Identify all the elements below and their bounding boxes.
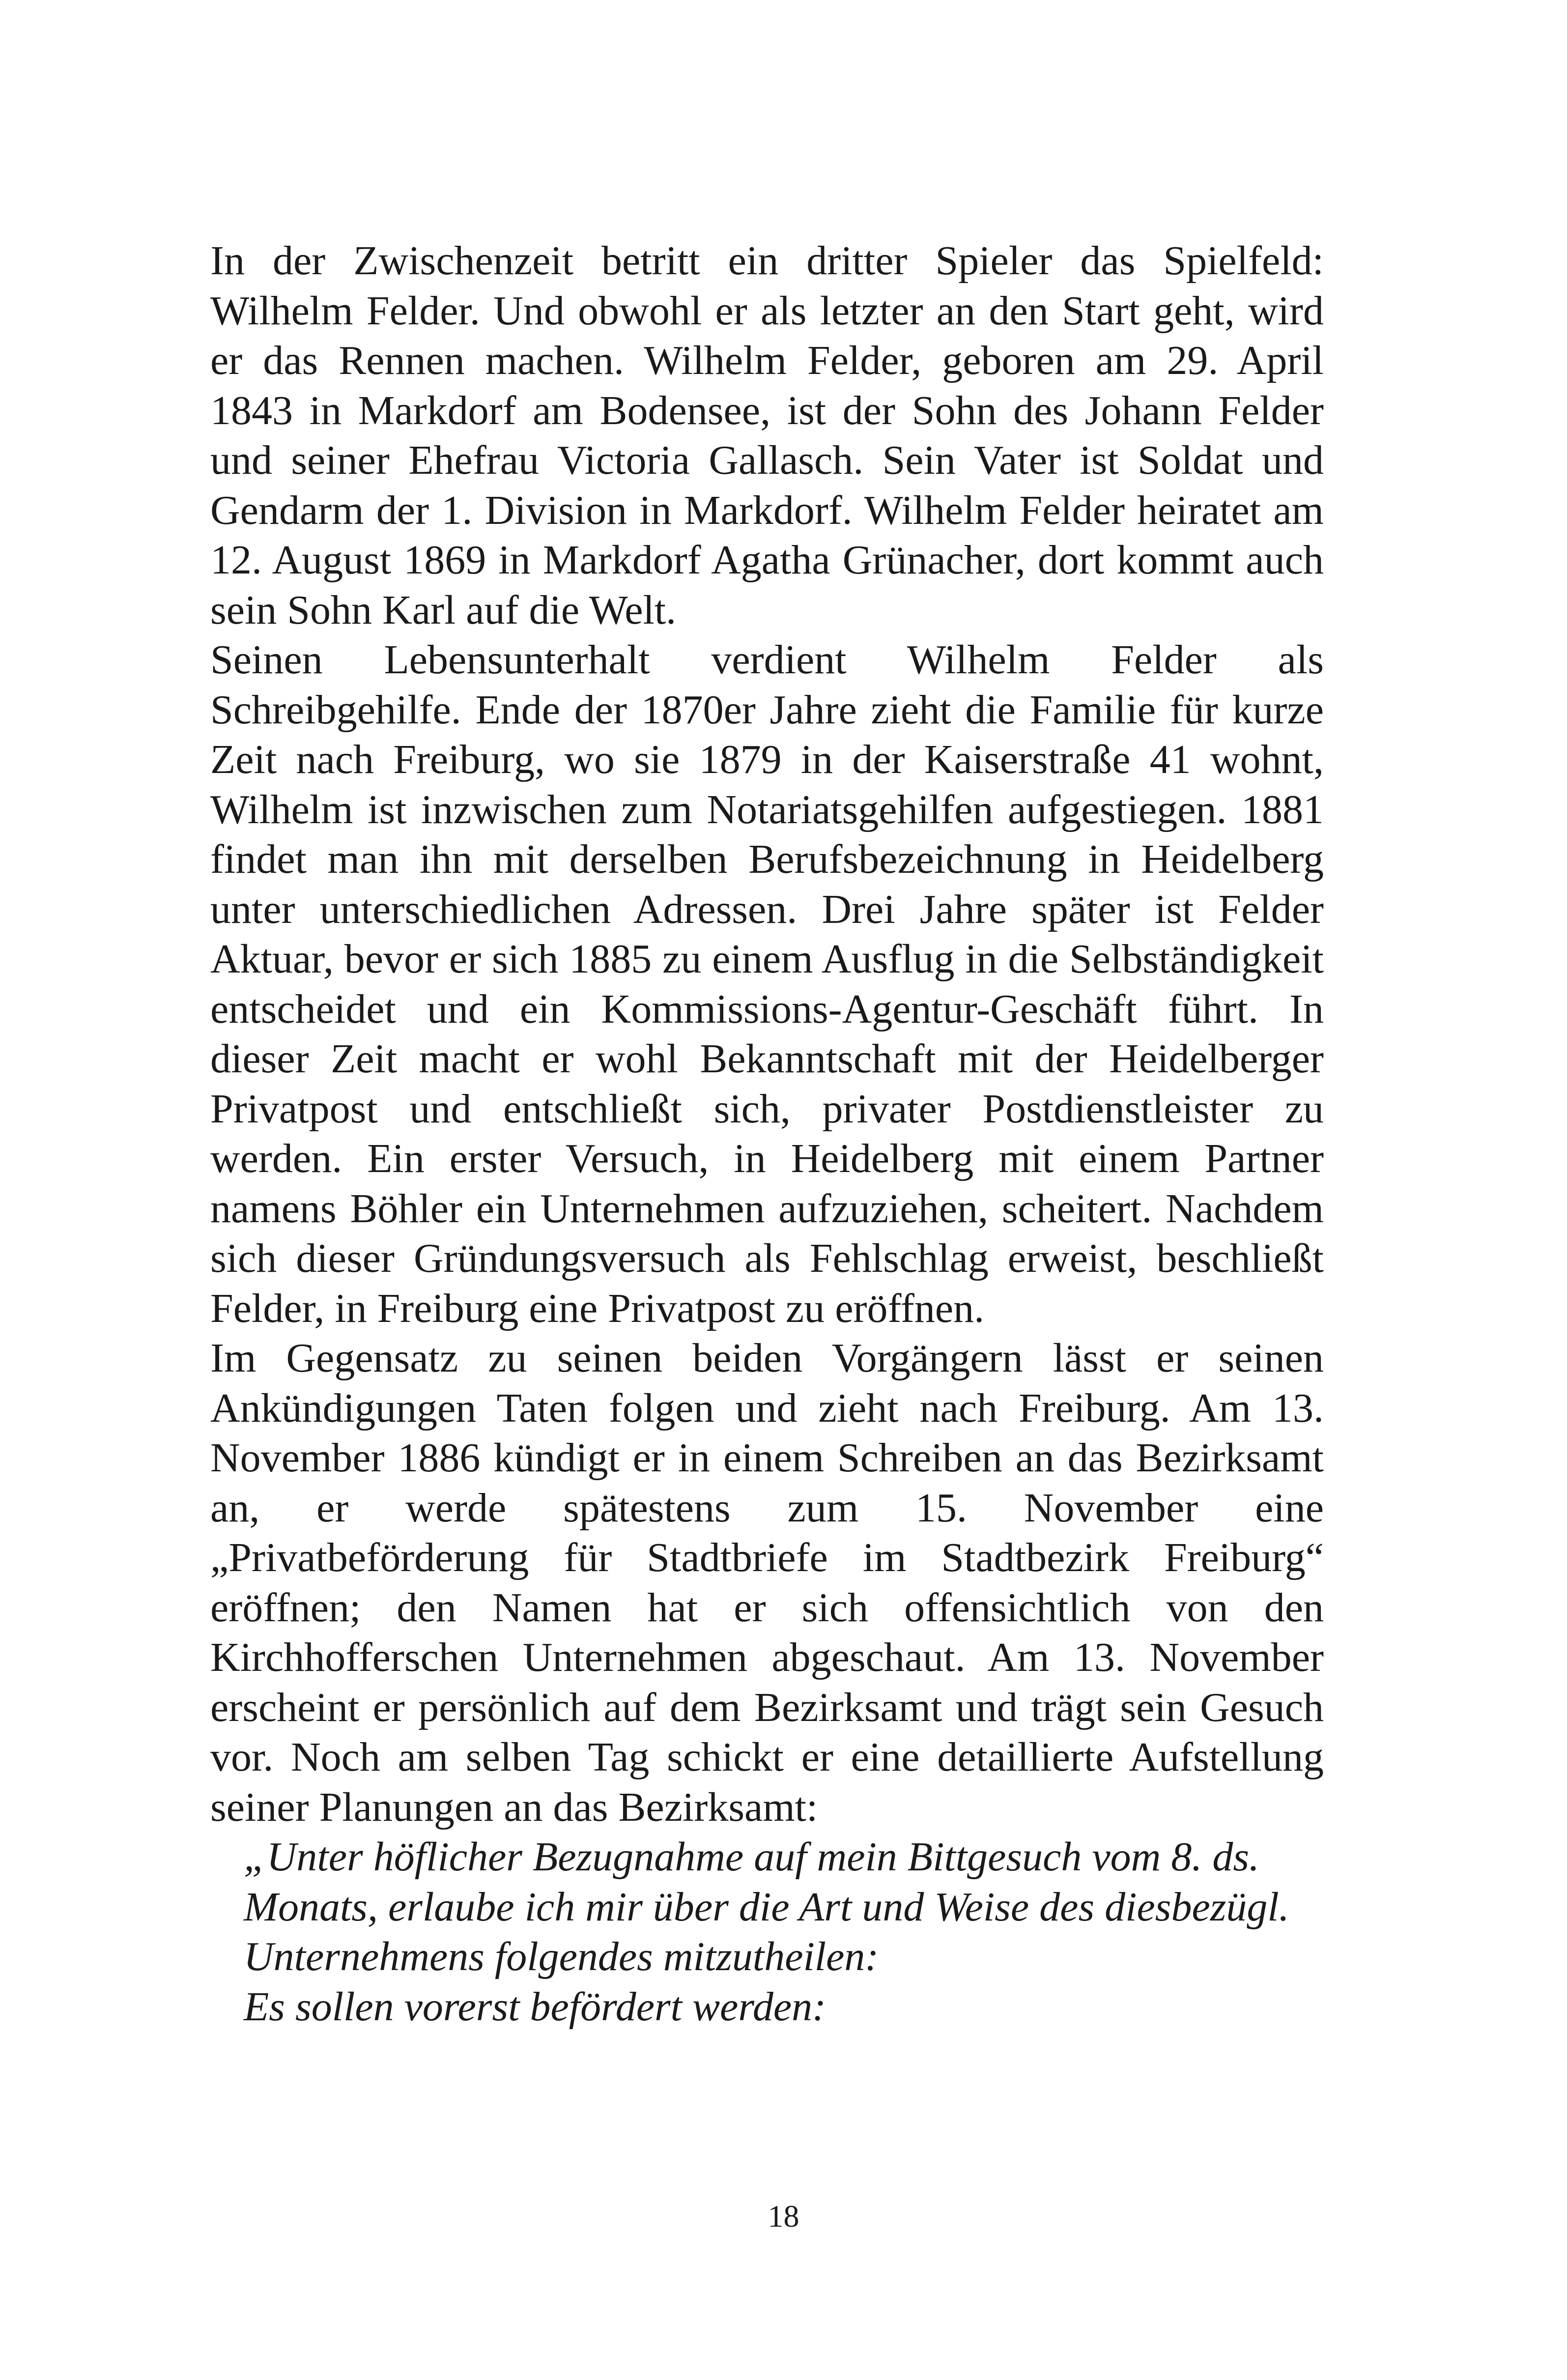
quote-line: „Unter höflicher Bezugnahme auf mein Bittgesuch vom 8. ds. (244, 1834, 1260, 1880)
quote-line: Es sollen vorerst befördert werden: (244, 1983, 826, 2030)
paragraph-1: In der Zwischenzeit betritt ein dritter Spieler das Spielfeld: Wilhelm Felder. Und obwohl er als letzter an den Start geht, wird er das Rennen machen. Wilhelm Felder, geboren am 29. April 1843 in Markdorf am Bodensee, ist der Sohn des Johann Felder und seiner Ehefrau Victoria Gallasch. Sein Vater ist Soldat und Gendarm der 1. Division in Markdorf. Wilhelm Felder heiratet am 12. August 1869 in Markdorf Agatha Grünacher, dort kommt auch sein Sohn Karl auf die Welt. (210, 238, 1324, 633)
quote-line: Monats, erlaube ich mir über die Art und Weise des diesbezügl. (244, 1884, 1289, 1930)
paragraph-3: Im Gegensatz zu seinen beiden Vorgängern lässt er seinen Ankündigungen Taten folgen und zieht nach Freiburg. Am 13. November 1886 kündigt er in einem Schreiben an das Bezirksamt an, er werde spätestens zum 15. November eine „Privatbeförderung für Stadtbriefe im Stadtbezirk Freiburg“ eröffnen; den Namen hat er sich offensichtlich von den Kirchhofferschen Unternehmen abgeschaut. Am 13. November erscheint er persönlich auf dem Bezirksamt und trägt sein Gesuch vor. Noch am selben Tag schickt er eine detaillierte Aufstellung seiner Planungen an das Bezirksamt: (210, 1335, 1324, 1830)
body-text (210, 236, 1324, 2032)
page-number: 18 (768, 2199, 799, 2234)
paragraph-2: Seinen Lebensunterhalt verdient Wilhelm Felder als Schreibgehilfe. Ende der 1870er Jahre zieht die Familie für kurze Zeit nach Freiburg, wo sie 1879 in der Kaiserstraße 41 wohnt, Wilhelm ist inzwischen zum Notariatsgehilfen aufgestiegen. 1881 findet man ihn mit derselben Berufsbezeichnung in Heidelberg unter unterschiedlichen Adressen. Drei Jahre später ist Felder Aktuar, bevor er sich 1885 zu einem Ausflug in die Selbständigkeit entscheidet und ein Kommissions-Agentur-Geschäft führt. In dieser Zeit macht er wohl Bekanntschaft mit der Heidelberger Privatpost und entschließt sich, privater Postdienstleister zu werden. Ein erster Versuch, in Heidelberg mit einem Partner namens Böhler ein Unternehmen aufzuziehen, scheitert. Nachdem sich dieser Gründungsversuch als Fehlschlag erweist, beschließt Felder, in Freiburg eine Privatpost zu eröffnen. (210, 637, 1324, 1331)
quote-line: Unternehmens folgendes mitzutheilen: (244, 1934, 879, 1979)
letter-quote (244, 1832, 1324, 2032)
